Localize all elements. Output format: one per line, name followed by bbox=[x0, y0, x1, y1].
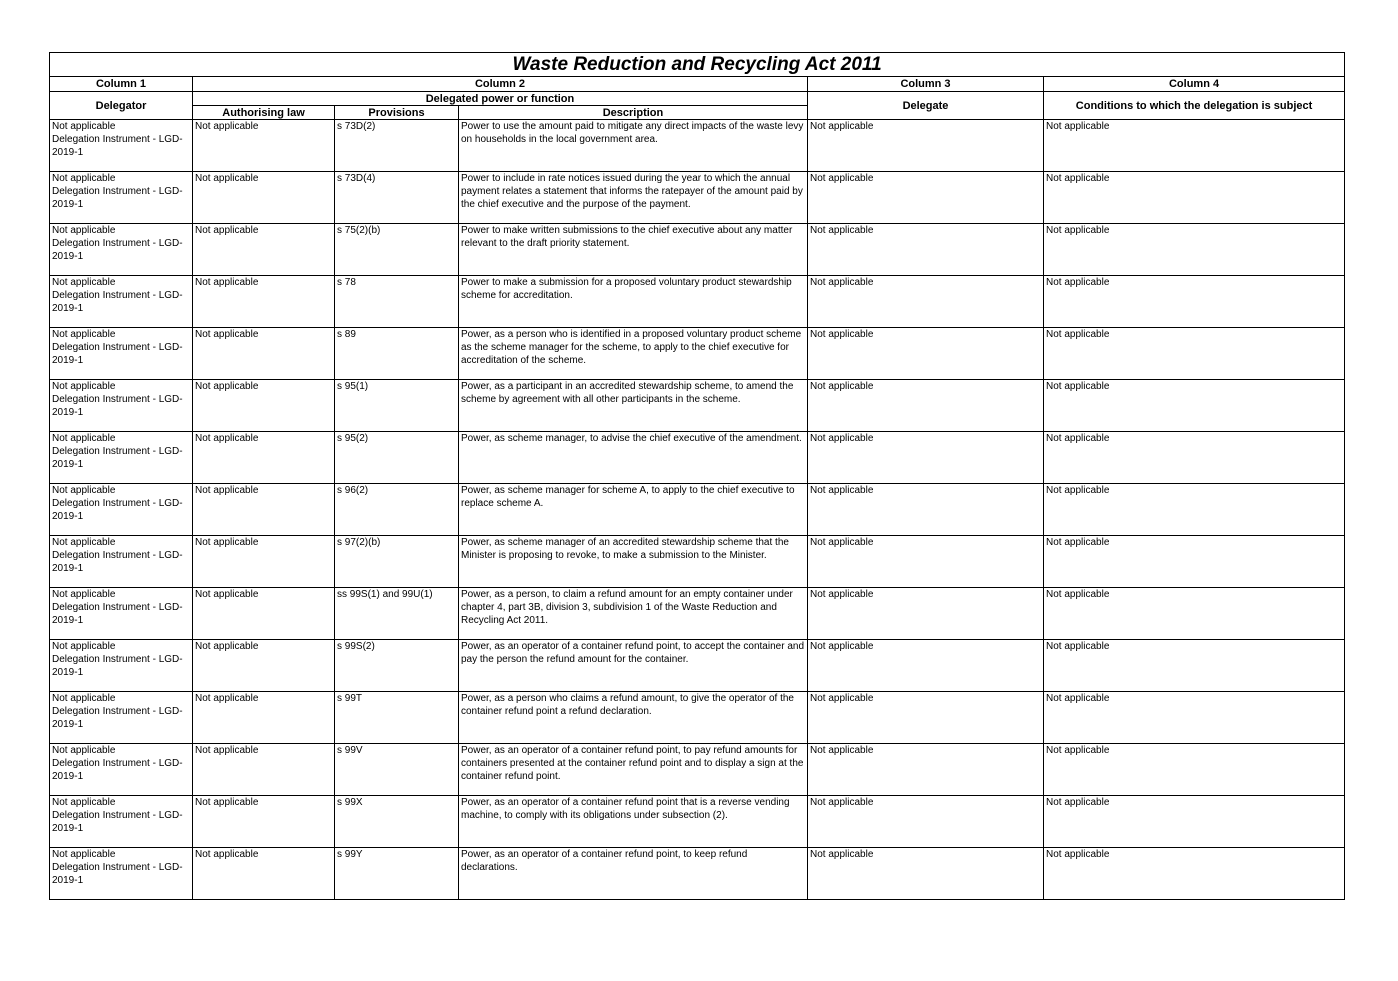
provision-cell: s 99T bbox=[335, 692, 459, 744]
conditions-cell: Not applicable bbox=[1044, 744, 1345, 796]
authorising-law-cell: Not applicable bbox=[193, 432, 335, 484]
table-row bbox=[50, 276, 1345, 328]
conditions-cell: Not applicable bbox=[1044, 380, 1345, 432]
provision-cell: s 73D(4) bbox=[335, 172, 459, 224]
table-row bbox=[50, 224, 1345, 276]
delegator-cell bbox=[50, 796, 193, 848]
table-row bbox=[50, 536, 1345, 588]
authorising-law-cell: Not applicable bbox=[193, 328, 335, 380]
delegate-cell: Not applicable bbox=[808, 692, 1044, 744]
delegation-instrument: Delegation Instrument - LGD-2019-1 bbox=[52, 238, 183, 262]
description-cell: Power, as scheme manager of an accredited stewardship scheme that the Minister is proposing to revoke, to make a submission to the Minister. bbox=[459, 536, 808, 588]
description-cell: Power, as an operator of a container refund point, to keep refund declarations. bbox=[459, 848, 808, 900]
table-row bbox=[50, 796, 1345, 848]
delegator-value: Not applicable bbox=[52, 485, 116, 496]
delegate-header: Delegate bbox=[808, 92, 1044, 120]
authorising-law-cell: Not applicable bbox=[193, 224, 335, 276]
delegate-cell: Not applicable bbox=[808, 640, 1044, 692]
table-row bbox=[50, 380, 1345, 432]
authorising-law-cell: Not applicable bbox=[193, 692, 335, 744]
delegate-cell: Not applicable bbox=[808, 432, 1044, 484]
delegator-cell bbox=[50, 120, 193, 172]
conditions-cell: Not applicable bbox=[1044, 640, 1345, 692]
table-row bbox=[50, 432, 1345, 484]
table-row bbox=[50, 692, 1345, 744]
conditions-cell: Not applicable bbox=[1044, 484, 1345, 536]
delegator-cell bbox=[50, 328, 193, 380]
table-row bbox=[50, 640, 1345, 692]
delegation-table bbox=[49, 52, 1345, 900]
column-4-header: Column 4 bbox=[1044, 77, 1345, 92]
delegation-instrument: Delegation Instrument - LGD-2019-1 bbox=[52, 602, 183, 626]
table-row bbox=[50, 848, 1345, 900]
conditions-header: Conditions to which the delegation is subject bbox=[1044, 92, 1345, 120]
delegator-value: Not applicable bbox=[52, 849, 116, 860]
delegator-cell bbox=[50, 172, 193, 224]
delegator-cell bbox=[50, 692, 193, 744]
delegator-value: Not applicable bbox=[52, 433, 116, 444]
description-cell: Power, as an operator of a container refund point that is a reverse vending machine, to comply with its obligations under subsection (2). bbox=[459, 796, 808, 848]
delegation-instrument: Delegation Instrument - LGD-2019-1 bbox=[52, 290, 183, 314]
delegator-value: Not applicable bbox=[52, 329, 116, 340]
delegation-instrument: Delegation Instrument - LGD-2019-1 bbox=[52, 550, 183, 574]
delegator-cell bbox=[50, 484, 193, 536]
title-row bbox=[50, 53, 1345, 77]
delegator-header: Delegator bbox=[50, 92, 193, 120]
conditions-cell: Not applicable bbox=[1044, 796, 1345, 848]
delegator-value: Not applicable bbox=[52, 173, 116, 184]
description-cell: Power, as a participant in an accredited stewardship scheme, to amend the scheme by agreement with all other participants in the scheme. bbox=[459, 380, 808, 432]
provision-cell: s 99V bbox=[335, 744, 459, 796]
delegator-cell bbox=[50, 432, 193, 484]
conditions-cell: Not applicable bbox=[1044, 848, 1345, 900]
authorising-law-cell: Not applicable bbox=[193, 484, 335, 536]
delegator-cell bbox=[50, 744, 193, 796]
page-title: Waste Reduction and Recycling Act 2011 bbox=[50, 53, 1345, 77]
provision-cell: ss 99S(1) and 99U(1) bbox=[335, 588, 459, 640]
delegator-cell bbox=[50, 276, 193, 328]
table-row bbox=[50, 484, 1345, 536]
description-cell: Power to make written submissions to the chief executive about any matter relevant to the draft priority statement. bbox=[459, 224, 808, 276]
delegator-cell bbox=[50, 380, 193, 432]
conditions-cell: Not applicable bbox=[1044, 692, 1345, 744]
authorising-law-cell: Not applicable bbox=[193, 380, 335, 432]
delegator-value: Not applicable bbox=[52, 641, 116, 652]
table-row bbox=[50, 172, 1345, 224]
delegate-cell: Not applicable bbox=[808, 380, 1044, 432]
delegate-cell: Not applicable bbox=[808, 484, 1044, 536]
delegator-value: Not applicable bbox=[52, 797, 116, 808]
delegate-cell: Not applicable bbox=[808, 224, 1044, 276]
provision-cell: s 73D(2) bbox=[335, 120, 459, 172]
authorising-law-cell: Not applicable bbox=[193, 536, 335, 588]
conditions-cell: Not applicable bbox=[1044, 172, 1345, 224]
delegator-value: Not applicable bbox=[52, 745, 116, 756]
delegation-instrument: Delegation Instrument - LGD-2019-1 bbox=[52, 654, 183, 678]
authorising-law-cell: Not applicable bbox=[193, 848, 335, 900]
provision-cell: s 75(2)(b) bbox=[335, 224, 459, 276]
delegation-instrument: Delegation Instrument - LGD-2019-1 bbox=[52, 342, 183, 366]
delegator-cell bbox=[50, 848, 193, 900]
delegate-cell: Not applicable bbox=[808, 796, 1044, 848]
column-number-row bbox=[50, 77, 1345, 92]
description-cell: Power, as scheme manager, to advise the chief executive of the amendment. bbox=[459, 432, 808, 484]
delegator-value: Not applicable bbox=[52, 381, 116, 392]
delegator-cell bbox=[50, 588, 193, 640]
delegate-cell: Not applicable bbox=[808, 848, 1044, 900]
authorising-law-cell: Not applicable bbox=[193, 640, 335, 692]
authorising-law-cell: Not applicable bbox=[193, 120, 335, 172]
conditions-cell: Not applicable bbox=[1044, 276, 1345, 328]
delegator-value: Not applicable bbox=[52, 121, 116, 132]
delegation-instrument: Delegation Instrument - LGD-2019-1 bbox=[52, 394, 183, 418]
provision-cell: s 95(2) bbox=[335, 432, 459, 484]
description-cell: Power, as a person, to claim a refund amount for an empty container under chapter 4, part 3B, division 3, subdivision 1 of the Waste Reduction and Recycling Act 2011. bbox=[459, 588, 808, 640]
conditions-cell: Not applicable bbox=[1044, 588, 1345, 640]
description-cell: Power, as a person who claims a refund amount, to give the operator of the container refund point a refund declaration. bbox=[459, 692, 808, 744]
delegate-cell: Not applicable bbox=[808, 744, 1044, 796]
conditions-cell: Not applicable bbox=[1044, 328, 1345, 380]
provision-cell: s 97(2)(b) bbox=[335, 536, 459, 588]
description-cell: Power to make a submission for a proposed voluntary product stewardship scheme for accreditation. bbox=[459, 276, 808, 328]
provision-cell: s 96(2) bbox=[335, 484, 459, 536]
delegation-instrument: Delegation Instrument - LGD-2019-1 bbox=[52, 862, 183, 886]
delegation-instrument: Delegation Instrument - LGD-2019-1 bbox=[52, 810, 183, 834]
description-cell: Power to include in rate notices issued during the year to which the annual payment relates a statement that informs the ratepayer of the amount paid by the chief executive and the purpose of the payment. bbox=[459, 172, 808, 224]
table-row bbox=[50, 744, 1345, 796]
provision-cell: s 99X bbox=[335, 796, 459, 848]
column-3-header: Column 3 bbox=[808, 77, 1044, 92]
authorising-law-cell: Not applicable bbox=[193, 172, 335, 224]
delegation-instrument: Delegation Instrument - LGD-2019-1 bbox=[52, 446, 183, 470]
delegate-cell: Not applicable bbox=[808, 536, 1044, 588]
delegation-instrument: Delegation Instrument - LGD-2019-1 bbox=[52, 706, 183, 730]
delegated-power-header: Delegated power or function bbox=[193, 92, 808, 106]
delegator-cell bbox=[50, 224, 193, 276]
description-cell: Power to use the amount paid to mitigate any direct impacts of the waste levy on households in the local government area. bbox=[459, 120, 808, 172]
delegate-cell: Not applicable bbox=[808, 276, 1044, 328]
table-row bbox=[50, 328, 1345, 380]
description-header: Description bbox=[459, 106, 808, 120]
authorising-law-cell: Not applicable bbox=[193, 588, 335, 640]
delegation-instrument: Delegation Instrument - LGD-2019-1 bbox=[52, 186, 183, 210]
conditions-cell: Not applicable bbox=[1044, 432, 1345, 484]
delegation-instrument: Delegation Instrument - LGD-2019-1 bbox=[52, 758, 183, 782]
delegator-value: Not applicable bbox=[52, 277, 116, 288]
column-2-header: Column 2 bbox=[193, 77, 808, 92]
description-cell: Power, as an operator of a container refund point, to pay refund amounts for containers presented at the container refund point and to display a sign at the container refund point. bbox=[459, 744, 808, 796]
delegator-value: Not applicable bbox=[52, 225, 116, 236]
column-1-header: Column 1 bbox=[50, 77, 193, 92]
header-group-row bbox=[50, 92, 1345, 106]
provision-cell: s 89 bbox=[335, 328, 459, 380]
delegator-value: Not applicable bbox=[52, 537, 116, 548]
conditions-cell: Not applicable bbox=[1044, 120, 1345, 172]
authorising-law-cell: Not applicable bbox=[193, 744, 335, 796]
delegate-cell: Not applicable bbox=[808, 172, 1044, 224]
authorising-law-cell: Not applicable bbox=[193, 276, 335, 328]
provision-cell: s 95(1) bbox=[335, 380, 459, 432]
provision-cell: s 99Y bbox=[335, 848, 459, 900]
provision-cell: s 78 bbox=[335, 276, 459, 328]
delegate-cell: Not applicable bbox=[808, 328, 1044, 380]
delegator-value: Not applicable bbox=[52, 693, 116, 704]
description-cell: Power, as an operator of a container refund point, to accept the container and pay the person the refund amount for the container. bbox=[459, 640, 808, 692]
provision-cell: s 99S(2) bbox=[335, 640, 459, 692]
provisions-header: Provisions bbox=[335, 106, 459, 120]
description-cell: Power, as scheme manager for scheme A, to apply to the chief executive to replace scheme A. bbox=[459, 484, 808, 536]
conditions-cell: Not applicable bbox=[1044, 224, 1345, 276]
delegation-instrument: Delegation Instrument - LGD-2019-1 bbox=[52, 134, 183, 158]
table-row bbox=[50, 120, 1345, 172]
delegation-instrument: Delegation Instrument - LGD-2019-1 bbox=[52, 498, 183, 522]
delegator-value: Not applicable bbox=[52, 589, 116, 600]
table-row bbox=[50, 588, 1345, 640]
delegator-cell bbox=[50, 536, 193, 588]
delegate-cell: Not applicable bbox=[808, 120, 1044, 172]
delegator-cell bbox=[50, 640, 193, 692]
delegate-cell: Not applicable bbox=[808, 588, 1044, 640]
authorising-law-cell: Not applicable bbox=[193, 796, 335, 848]
authorising-law-header: Authorising law bbox=[193, 106, 335, 120]
description-cell: Power, as a person who is identified in a proposed voluntary product scheme as the scheme manager for the scheme, to apply to the chief executive for accreditation of the scheme. bbox=[459, 328, 808, 380]
conditions-cell: Not applicable bbox=[1044, 536, 1345, 588]
